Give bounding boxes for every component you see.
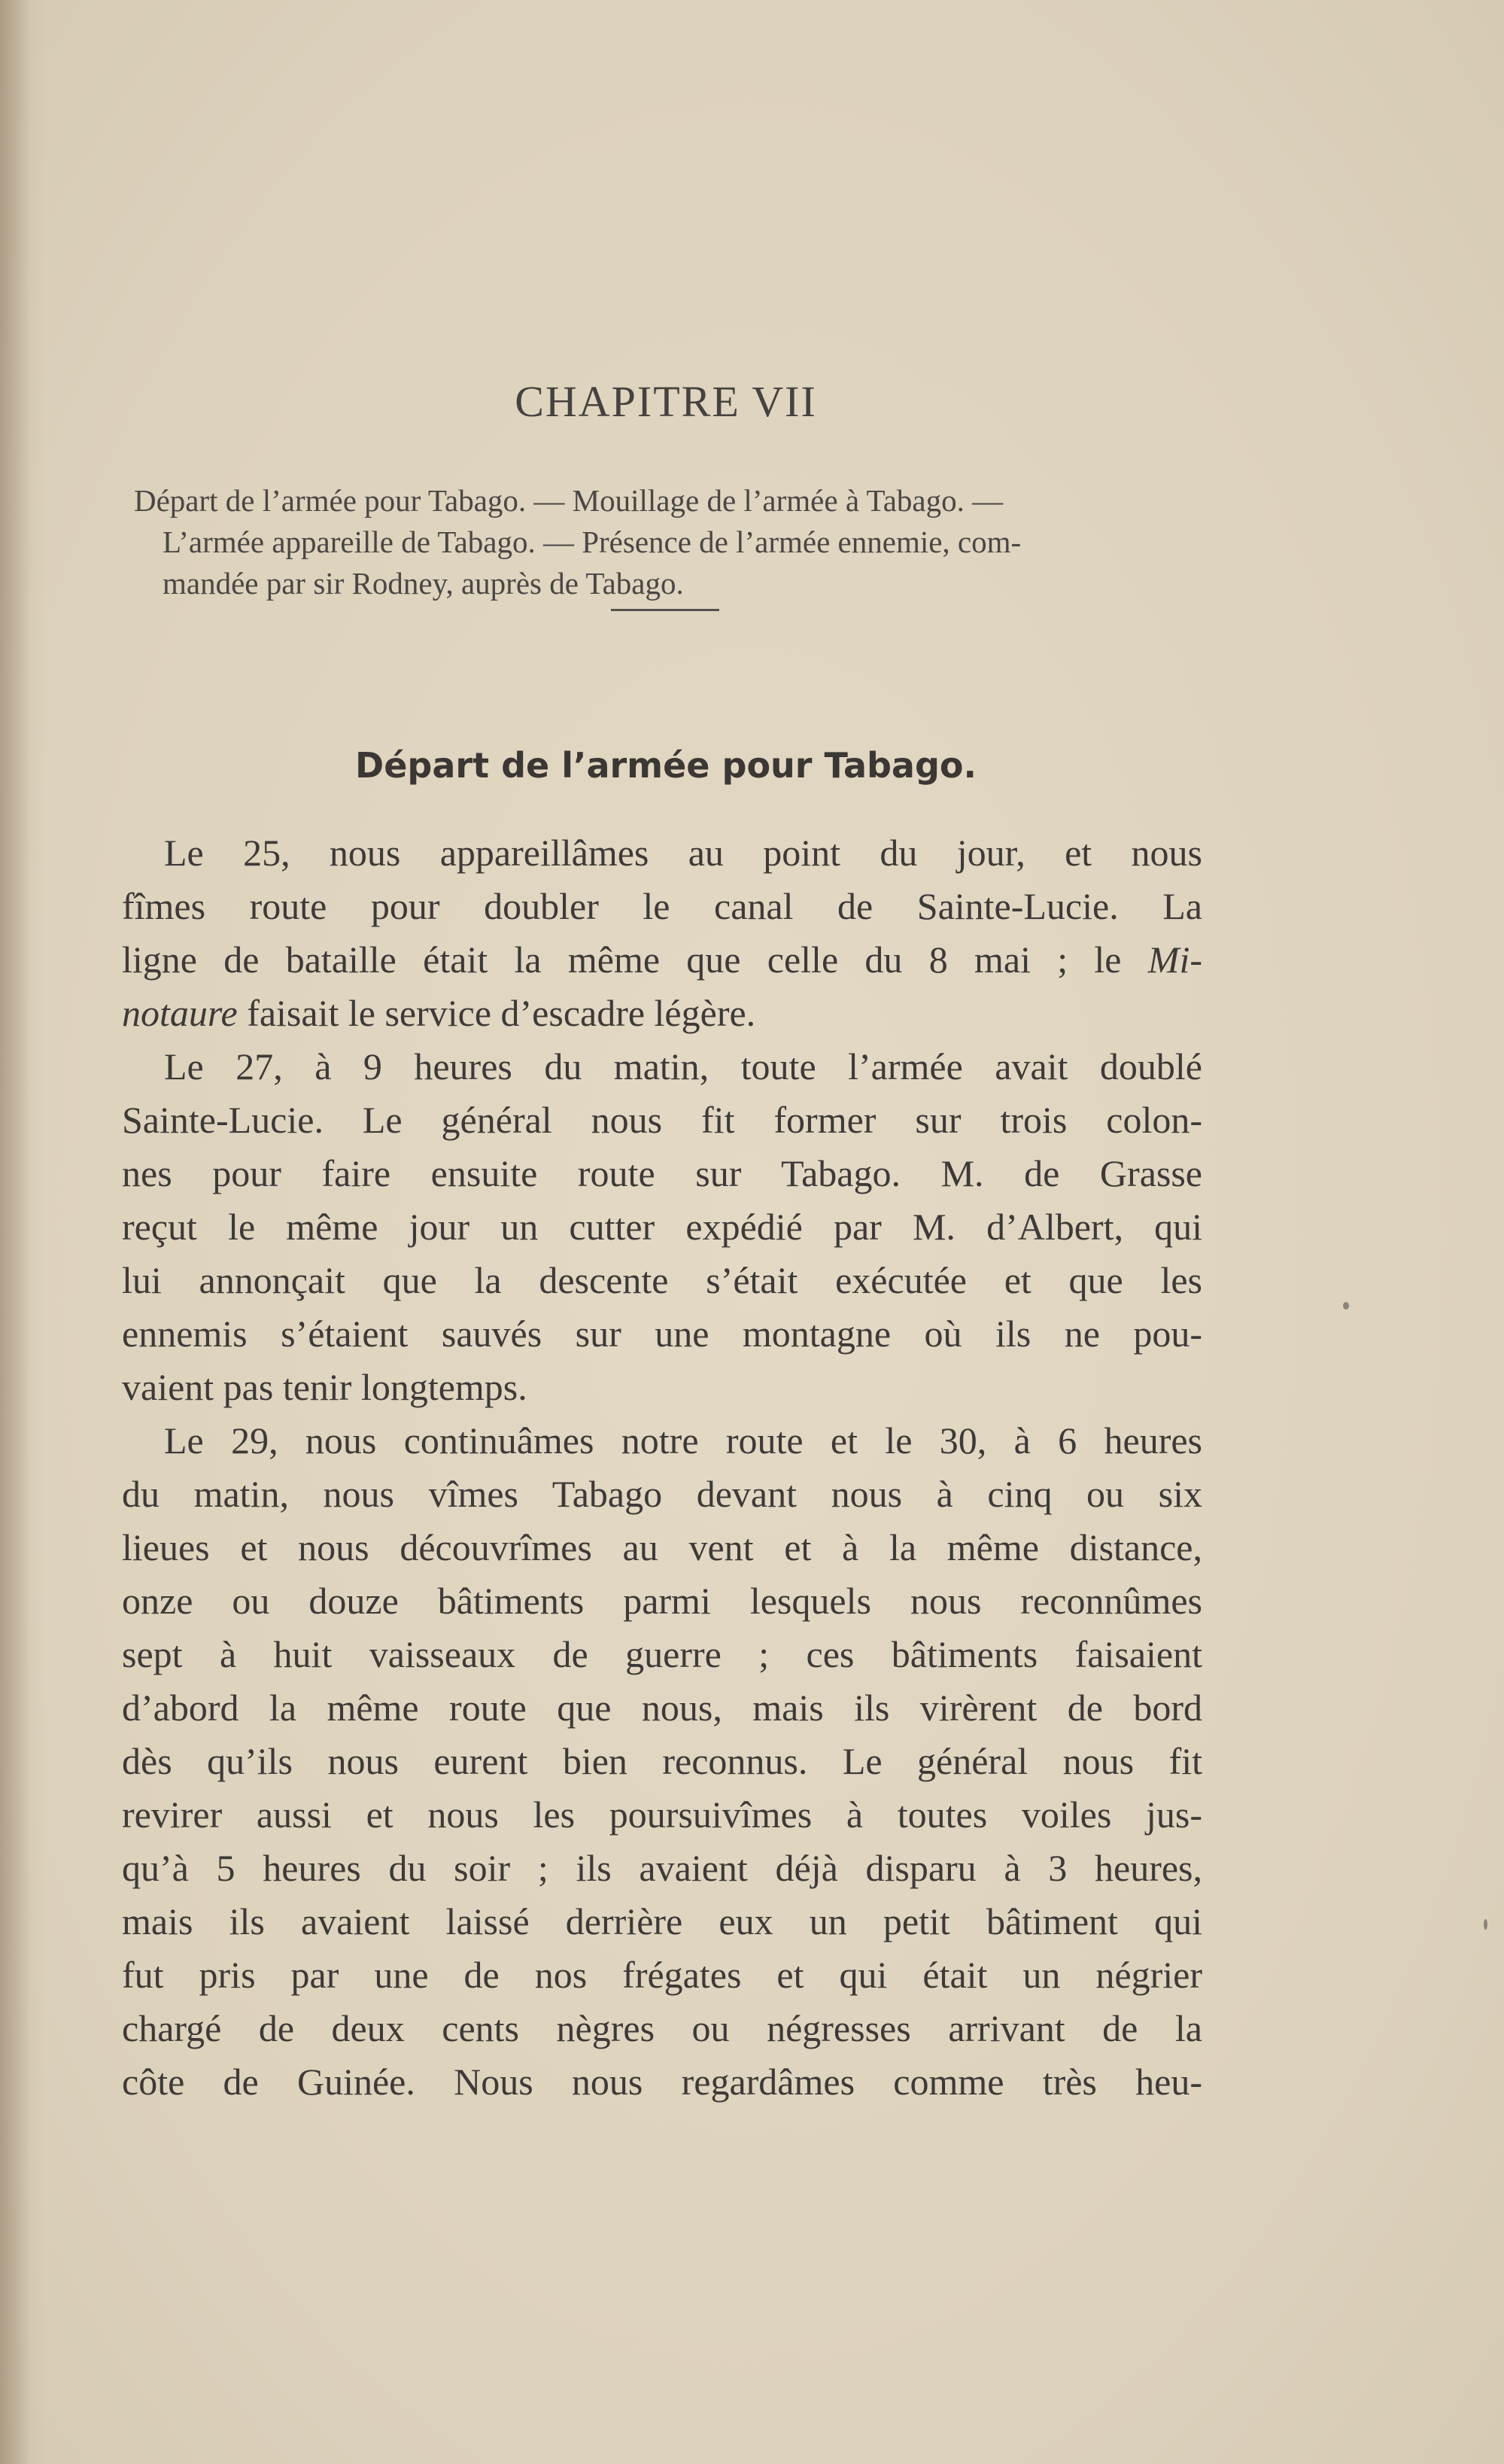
text-line: sept à huit vaisseaux de guerre ; ces bâtiments faisaient [122,1633,1202,1675]
text-line: Le 25, nous appareillâmes au point du jour, et nous [164,832,1202,874]
text-line: chargé de deux cents nègres ou négresses arrivant de la [122,2007,1202,2049]
text-line [122,933,1202,987]
text-line: nes pour faire ensuite route sur Tabago. M. de Grasse [122,1152,1202,1194]
body-text [122,826,1202,2109]
text-line: lieues et nous découvrîmes au vent et à la même distance, [122,1526,1202,1568]
section-heading: Départ de l’armée pour Tabago. [355,745,977,786]
text-line: onze ou douze bâtiments parmi lesquels nous reconnûmes [122,1580,1202,1622]
text-line: Le 29, nous continuâmes notre route et le 30, à 6 heures [164,1419,1202,1462]
text-segment: faisait le service d’escadre légère. [237,992,756,1034]
page-spine-shadow [0,0,30,2464]
text-line [122,987,1202,1040]
text-line: lui annonçait que la descente s’était exécutée et que les [122,1259,1202,1301]
text-line: revirer aussi et nous les poursuivîmes à toutes voiles jus- [122,1793,1202,1836]
chapter-summary [134,480,1202,604]
ship-name-italic: notaure [122,992,238,1034]
summary-line: Départ de l’armée pour Tabago. — Mouillage de l’armée à Tabago. — [134,483,1004,518]
text-line: fut pris par une de nos frégates et qui était un négrier [122,1954,1202,1996]
summary-line: L’armée appareille de Tabago. — Présence de l’armée ennemie, com- [163,525,1022,559]
text-line: d’abord la même route que nous, mais ils virèrent de bord [122,1687,1202,1729]
text-line: du matin, nous vîmes Tabago devant nous à cinq ou six [122,1473,1202,1515]
text-line: qu’à 5 heures du soir ; ils avaient déjà disparu à 3 heures, [122,1847,1202,1889]
section-divider [611,609,719,611]
text-line: Sainte-Lucie. Le général nous fit former sur trois colon- [122,1099,1202,1141]
paper-speck [1343,1302,1349,1310]
text-line: reçut le même jour un cutter expédié par M. d’Albert, qui [122,1206,1202,1248]
paper-speck [1484,1919,1487,1930]
text-line: mais ils avaient laissé derrière eux un petit bâtiment qui [122,1900,1202,1942]
text-line: Le 27, à 9 heures du matin, toute l’armée avait doublé [164,1045,1202,1088]
chapter-title: CHAPITRE VII [515,377,817,426]
text-line: dès qu’ils nous eurent bien reconnus. Le général nous fit [122,1740,1202,1782]
summary-line: mandée par sir Rodney, auprès de Tabago. [163,566,684,601]
text-line: fîmes route pour doubler le canal de Sainte-Lucie. La [122,885,1202,927]
ship-name-italic: Mi- [1147,938,1202,981]
text-line: côte de Guinée. Nous nous regardâmes comme très heu- [122,2061,1202,2103]
text-segment: ligne de bataille était la même que celle du 8 mai ; le [122,938,1148,981]
text-line: vaient pas tenir longtemps. [122,1366,527,1408]
text-line: ennemis s’étaient sauvés sur une montagne où ils ne pou- [122,1313,1202,1355]
